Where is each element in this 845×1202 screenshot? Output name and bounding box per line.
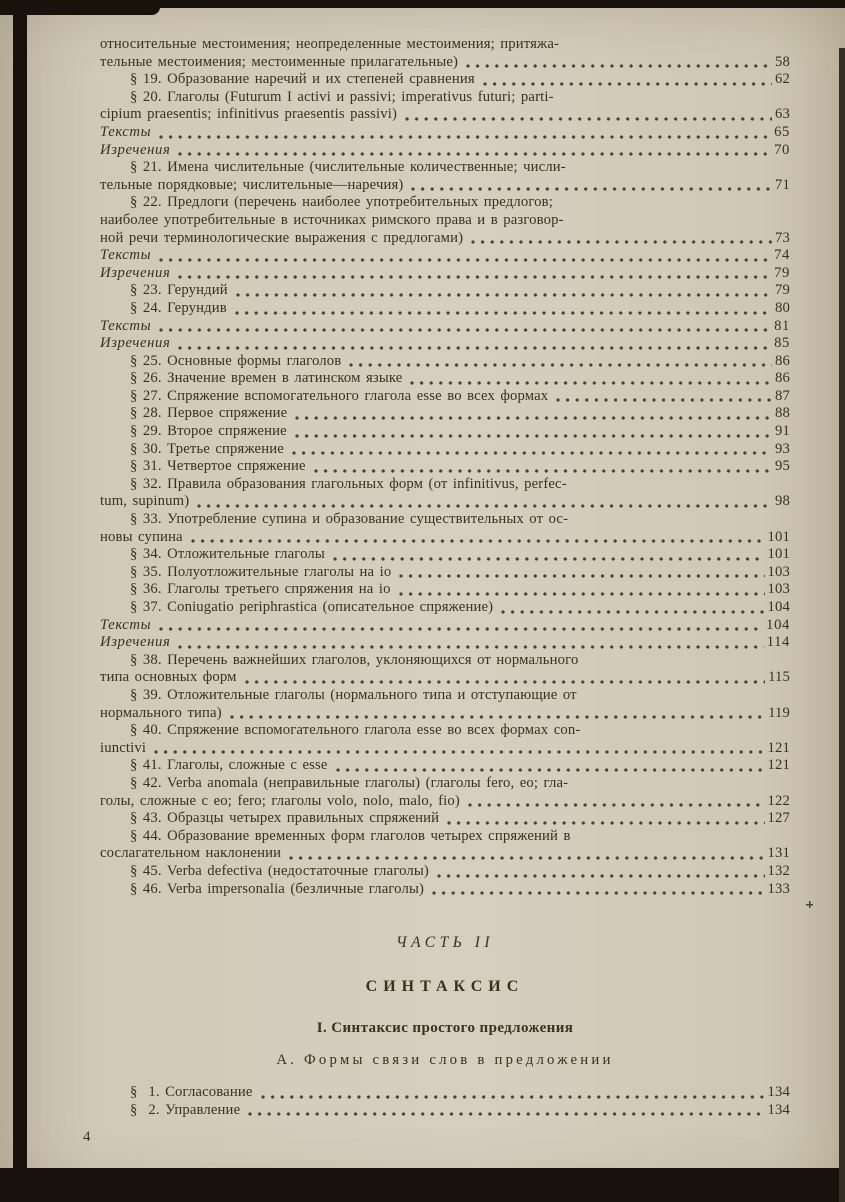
toc-entry-text: § 19. Образование наречий и их степеней сравнения bbox=[130, 71, 475, 88]
toc-entry-page: 58 bbox=[775, 53, 790, 70]
toc-entry-text: Тексты bbox=[100, 616, 152, 633]
toc-entry-text: § 20. Глаголы (Futurum I activi и passivi; imperativus futuri; parti- bbox=[130, 88, 554, 105]
subsection-title: I. Синтаксис простого предложения bbox=[316, 1020, 574, 1037]
toc-entry-text: cipium praesentis; infinitivus praesentis passivi) bbox=[100, 106, 397, 123]
part-heading-block bbox=[100, 934, 790, 1069]
toc-entry-page: 79 bbox=[774, 264, 790, 281]
toc-entry bbox=[100, 89, 790, 124]
toc-entry-page: 87 bbox=[775, 387, 790, 404]
table-of-contents bbox=[100, 36, 790, 898]
dot-leader bbox=[556, 398, 772, 402]
toc-entry-page: 71 bbox=[775, 176, 790, 193]
toc-entry-text: ной речи терминологические выражения с предлогами) bbox=[100, 229, 464, 246]
toc-entry-text: тельные порядковые; числительные—наречия) bbox=[100, 176, 404, 193]
toc-entry-page: 104 bbox=[767, 599, 790, 615]
dot-leader bbox=[399, 574, 764, 578]
toc-entry-page: 103 bbox=[767, 581, 790, 598]
toc-entry bbox=[100, 124, 790, 142]
toc-entry bbox=[100, 36, 790, 71]
dot-leader bbox=[399, 592, 765, 596]
toc-entry bbox=[100, 142, 790, 160]
toc-entry bbox=[100, 458, 790, 476]
dot-leader bbox=[336, 768, 765, 772]
toc-entry-page: 86 bbox=[775, 352, 790, 369]
toc-entry bbox=[100, 265, 790, 283]
dot-leader bbox=[245, 680, 765, 684]
dot-leader bbox=[178, 275, 771, 279]
toc-entry-text: § 44. Образование временных форм глаголов четырех спряжений в bbox=[130, 827, 571, 844]
dot-leader bbox=[236, 293, 772, 297]
toc-entry-text: § 23. Герундий bbox=[130, 282, 228, 299]
toc-entry-text: Изречения bbox=[100, 264, 171, 281]
toc-entry-page: 101 bbox=[767, 528, 790, 545]
dot-leader bbox=[154, 750, 764, 754]
toc-entry bbox=[100, 581, 790, 599]
toc-entry bbox=[100, 247, 790, 265]
toc-entry bbox=[100, 476, 790, 511]
toc-entry bbox=[100, 881, 790, 899]
toc-entry bbox=[100, 617, 790, 635]
toc-entry-text: § 42. Verba anomala (неправильные глаголы) (глаголы fero, eo; гла- bbox=[130, 774, 569, 791]
toc-entry-page: 119 bbox=[768, 704, 790, 721]
toc-entry bbox=[100, 300, 790, 318]
dot-leader bbox=[159, 258, 771, 262]
toc-entry-text: § 39. Отложительные глаголы (нормального типа и отступающие от bbox=[130, 686, 577, 703]
toc-entry-page: 70 bbox=[774, 141, 790, 158]
dot-leader bbox=[235, 311, 772, 315]
scan-speck bbox=[806, 901, 813, 908]
toc-entry-text: сослагательном наклонении bbox=[100, 845, 282, 862]
toc-entry-text: § 24. Герундив bbox=[130, 299, 227, 316]
toc-entry-text: Изречения bbox=[100, 335, 171, 352]
toc-entry-text: § 40. Спряжение вспомогательного глагола esse во всех формах con- bbox=[130, 722, 581, 739]
page-number: 4 bbox=[83, 1129, 91, 1146]
toc-entry bbox=[100, 810, 790, 828]
toc-entry-text: Изречения bbox=[100, 141, 171, 158]
toc-entry-text: Тексты bbox=[100, 317, 152, 334]
toc-entry-text: tum, supinum) bbox=[100, 493, 190, 510]
dot-leader bbox=[314, 469, 772, 473]
dot-leader bbox=[447, 821, 764, 825]
toc-entry-text: § 38. Перечень важнейших глаголов, уклоняющихся от нормального bbox=[130, 651, 579, 668]
toc-entry bbox=[100, 634, 790, 652]
toc-entry-text: iunctivi bbox=[100, 739, 147, 756]
toc-entry-page: 134 bbox=[767, 1084, 790, 1101]
toc-entry-text: § 31. Четвертое спряжение bbox=[130, 458, 306, 475]
toc-entry-page: 93 bbox=[775, 440, 790, 457]
toc-entry-text: § 46. Verba impersonalia (безличные глаголы) bbox=[130, 880, 425, 897]
part-title: ЧАСТЬ II bbox=[395, 934, 495, 952]
toc-entry-text: § 27. Спряжение вспомогательного глагола esse во всех формах bbox=[130, 387, 549, 404]
toc-entry-page: 86 bbox=[775, 370, 790, 387]
toc-entry-page: 63 bbox=[775, 106, 790, 123]
toc-entry-page: 95 bbox=[775, 458, 790, 475]
dot-leader bbox=[483, 82, 772, 86]
toc-entry-page: 121 bbox=[767, 757, 790, 774]
section-title: СИНТАКСИС bbox=[365, 978, 525, 996]
toc-entry bbox=[100, 194, 790, 247]
toc-entry-page: 121 bbox=[767, 739, 790, 756]
toc-entry bbox=[100, 722, 790, 757]
scan-edge-bottom bbox=[0, 1168, 845, 1202]
toc-entry bbox=[100, 652, 790, 687]
toc-entry-page: 73 bbox=[775, 229, 790, 246]
toc-entry-page: 114 bbox=[766, 634, 790, 651]
dot-leader bbox=[405, 117, 772, 121]
scan-edge-left bbox=[13, 0, 27, 1202]
toc-entry-text: голы, сложные с eo; fero; глаголы volo, nolo, malo, fio) bbox=[100, 792, 460, 809]
toc-entry-page: 115 bbox=[768, 669, 790, 686]
dot-leader bbox=[295, 434, 772, 438]
toc-entry-text: § 29. Второе спряжение bbox=[130, 423, 287, 440]
dot-leader bbox=[191, 539, 765, 543]
toc-entry-text: § 30. Третье спряжение bbox=[130, 440, 284, 457]
toc-entry-text: § 32. Правила образования глагольных форм (от infinitivus, perfec- bbox=[130, 475, 567, 492]
toc-entry bbox=[100, 1102, 790, 1120]
toc-entry-text: Тексты bbox=[100, 123, 152, 140]
toc-entry-text: § 21. Имена числительные (числительные количественные; числи- bbox=[130, 159, 566, 176]
toc-entry-text: § 45. Verba defectiva (недостаточные глаголы) bbox=[130, 862, 429, 879]
dot-leader bbox=[230, 715, 765, 719]
toc-entry-text: § 43. Образцы четырех правильных спряжений bbox=[130, 810, 440, 827]
toc-entry bbox=[100, 828, 790, 863]
toc-entry bbox=[100, 353, 790, 371]
toc-entry-text: § 36. Глаголы третьего спряжения на io bbox=[130, 581, 391, 598]
toc-entry-page: 65 bbox=[774, 123, 790, 140]
toc-entry bbox=[100, 388, 790, 406]
toc-entry-text: типа основных форм bbox=[100, 669, 237, 686]
toc-entry bbox=[100, 757, 790, 775]
dot-leader bbox=[178, 346, 771, 350]
dot-leader bbox=[248, 1112, 764, 1116]
dot-leader bbox=[432, 891, 764, 895]
dot-leader bbox=[437, 874, 765, 878]
toc-entry bbox=[100, 863, 790, 881]
page-content bbox=[83, 36, 790, 1146]
scan-edge-right bbox=[839, 48, 845, 1202]
toc-entry-page: 98 bbox=[775, 493, 790, 510]
dot-leader bbox=[466, 64, 772, 68]
toc-entry bbox=[100, 370, 790, 388]
dot-leader bbox=[468, 803, 765, 807]
toc-entry bbox=[100, 775, 790, 810]
toc-entry-page: 134 bbox=[767, 1101, 790, 1118]
toc-entry bbox=[100, 405, 790, 423]
toc-entry-page: 88 bbox=[775, 405, 790, 422]
toc-entry-page: 79 bbox=[775, 282, 790, 299]
toc-entry-page: 74 bbox=[774, 247, 790, 264]
toc-entry-page: 122 bbox=[767, 792, 790, 809]
subsection-a-title: А. Формы связи слов в предложении bbox=[276, 1052, 614, 1069]
toc-entry bbox=[100, 423, 790, 441]
toc-entry bbox=[100, 159, 790, 194]
dot-leader bbox=[411, 187, 772, 191]
toc-entry-page: 91 bbox=[775, 423, 790, 440]
toc-entry-page: 103 bbox=[767, 563, 790, 580]
toc-entry-text: относительные местоимения; неопределенные местоимения; притяжа- bbox=[100, 36, 560, 52]
dot-leader bbox=[289, 856, 764, 860]
toc-entry-page: 131 bbox=[767, 845, 790, 862]
dot-leader bbox=[410, 381, 772, 385]
toc-entry bbox=[100, 687, 790, 722]
toc-entry-page: 133 bbox=[767, 880, 790, 897]
toc-entry-text: тельные местоимения; местоименные прилагательные) bbox=[100, 53, 459, 70]
toc-entry-text: § 22. Предлоги (перечень наиболее употребительных предлогов; bbox=[130, 194, 553, 211]
dot-leader bbox=[295, 416, 772, 420]
toc-entry bbox=[100, 511, 790, 546]
toc-entry-page: 62 bbox=[775, 71, 790, 88]
dot-leader bbox=[292, 451, 772, 455]
toc-entry-text: § 2. Управление bbox=[130, 1101, 241, 1118]
toc-entry-page: 81 bbox=[774, 317, 790, 334]
dot-leader bbox=[178, 645, 763, 649]
dot-leader bbox=[333, 557, 765, 561]
toc-entry-page: 127 bbox=[767, 810, 790, 827]
dot-leader bbox=[349, 363, 772, 367]
toc-entry-text: § 34. Отложительные глаголы bbox=[130, 546, 325, 563]
toc-entry bbox=[100, 546, 790, 564]
toc-entry-page: 104 bbox=[766, 616, 790, 633]
table-of-contents-part2 bbox=[100, 1084, 790, 1119]
toc-entry-text: § 35. Полуотложительные глаголы на io bbox=[130, 563, 392, 580]
toc-entry-text: § 28. Первое спряжение bbox=[130, 405, 288, 422]
toc-entry-page: 101 bbox=[767, 546, 790, 563]
dot-leader bbox=[159, 135, 771, 139]
toc-entry bbox=[100, 441, 790, 459]
toc-entry-text: наиболее употребительные в источниках римского права и в разговор- bbox=[100, 211, 564, 228]
toc-entry-text: нормального типа) bbox=[100, 704, 222, 721]
toc-entry-text: § 26. Значение времен в латинском языке bbox=[130, 370, 403, 387]
dot-leader bbox=[261, 1095, 765, 1099]
toc-entry bbox=[100, 599, 790, 617]
toc-entry bbox=[100, 71, 790, 89]
toc-entry-text: § 33. Употребление супина и образование существительных от ос- bbox=[130, 511, 569, 528]
toc-entry-page: 85 bbox=[774, 335, 790, 352]
dot-leader bbox=[197, 504, 772, 508]
toc-entry-text: новы супина bbox=[100, 528, 183, 545]
toc-entry-text: § 41. Глаголы, сложные с esse bbox=[130, 757, 328, 774]
toc-entry-text: Изречения bbox=[100, 634, 171, 651]
dot-leader bbox=[501, 610, 764, 614]
dot-leader bbox=[159, 627, 763, 631]
dot-leader bbox=[159, 328, 771, 332]
toc-entry bbox=[100, 318, 790, 336]
toc-entry-text: § 37. Coniugatio periphrastica (описательное спряжение) bbox=[130, 599, 494, 615]
toc-entry-text: § 1. Согласование bbox=[130, 1084, 253, 1101]
toc-entry-page: 80 bbox=[775, 299, 790, 316]
toc-entry-text: Тексты bbox=[100, 247, 152, 264]
toc-entry bbox=[100, 335, 790, 353]
toc-entry bbox=[100, 1084, 790, 1102]
dot-leader bbox=[178, 152, 771, 156]
toc-entry bbox=[100, 282, 790, 300]
toc-entry-text: § 25. Основные формы глаголов bbox=[130, 352, 342, 369]
toc-entry bbox=[100, 564, 790, 582]
toc-entry-page: 132 bbox=[767, 862, 790, 879]
dot-leader bbox=[471, 240, 772, 244]
